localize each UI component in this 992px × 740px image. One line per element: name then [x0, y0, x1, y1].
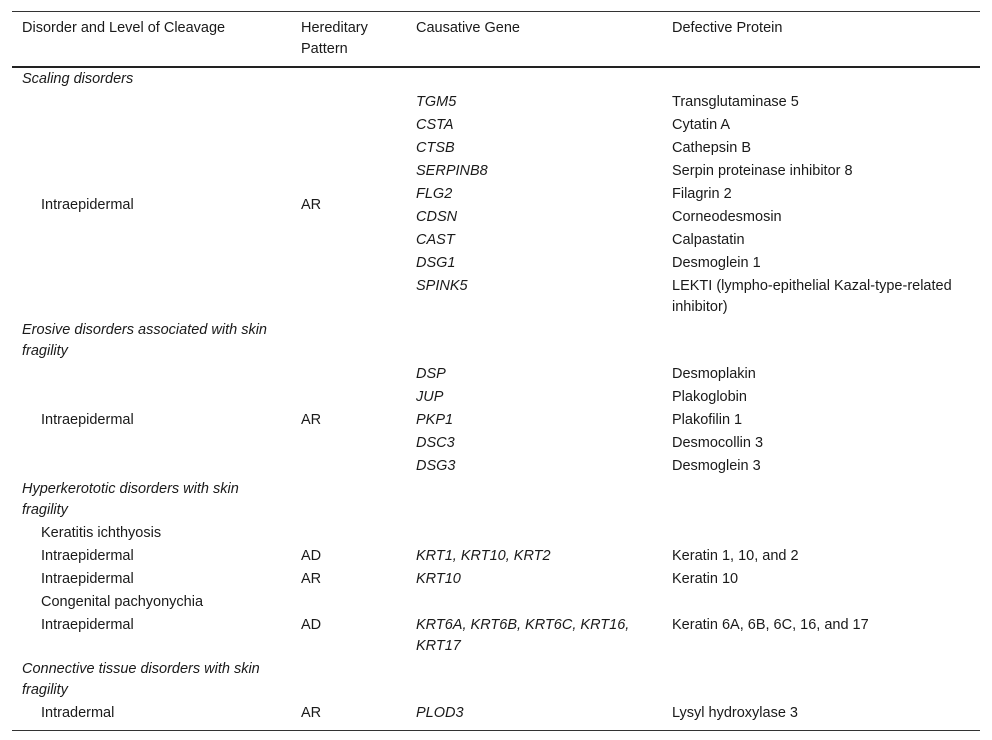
subheading-label: Congenital pachyonychia: [41, 594, 204, 610]
cleavage-level-cell: Intraepidermal: [41, 196, 134, 213]
table-row: [12, 545, 980, 568]
subheading-row: [12, 522, 980, 545]
protein-cell: Cytatin A: [672, 117, 731, 133]
section-heading-row: [12, 319, 980, 363]
cleavage-level-cell: Intraepidermal: [41, 617, 134, 633]
protein-cell: Transglutaminase 5: [672, 94, 799, 110]
protein-cell: Cathepsin B: [672, 140, 751, 156]
gene-cell: SPINK5: [416, 278, 468, 294]
section-title: Hyperkerototic disorders with skin fragility: [22, 481, 239, 518]
protein-cell: Keratin 10: [672, 571, 739, 587]
protein-cell: Desmoplakin: [672, 366, 756, 382]
gene-cell: CDSN: [416, 209, 458, 225]
gene-cell: PKP1: [416, 412, 454, 428]
hereditary-pattern-cell: AR: [301, 705, 322, 721]
gene-cell: DSP: [416, 366, 446, 382]
protein-cell: Keratin 6A, 6B, 6C, 16, and 17: [672, 617, 869, 633]
header-hereditary-pattern: Hereditary Pattern: [301, 20, 368, 57]
table-row: [12, 614, 980, 658]
section-heading-row: [12, 658, 980, 702]
header-disorder: Disorder and Level of Cleavage: [22, 20, 226, 36]
gene-cell: JUP: [416, 389, 444, 405]
gene-cell: KRT6A, KRT6B, KRT6C, KRT16, KRT17: [416, 617, 630, 654]
cleavage-level-cell: Intraepidermal: [41, 571, 134, 587]
section-heading-row: [12, 67, 980, 91]
header-row: [12, 12, 980, 68]
gene-cell: CTSB: [416, 140, 455, 156]
cleavage-level-cell: Intraepidermal: [41, 412, 134, 428]
protein-cell: Corneodesmosin: [672, 209, 782, 225]
gene-cell: DSC3: [416, 435, 455, 451]
gene-cell: CAST: [416, 232, 455, 248]
section-heading-row: [12, 478, 980, 522]
protein-cell: Desmocollin 3: [672, 435, 764, 451]
table-row: [12, 363, 980, 386]
subheading-row: [12, 591, 980, 614]
table-row: [12, 91, 980, 114]
gene-cell: KRT1, KRT10, KRT2: [416, 548, 551, 564]
section-title: Erosive disorders associated with skin fragility: [22, 322, 267, 359]
protein-cell: Desmoglein 1: [672, 255, 761, 271]
protein-cell: Filagrin 2: [672, 186, 732, 202]
hereditary-pattern-cell: AR: [301, 412, 322, 428]
hereditary-pattern-cell: AD: [301, 617, 322, 633]
protein-cell: Plakofilin 1: [672, 412, 743, 428]
gene-cell: DSG1: [416, 255, 456, 271]
hereditary-pattern-cell: AD: [301, 548, 322, 564]
protein-cell: Calpastatin: [672, 232, 745, 248]
gene-cell: FLG2: [416, 186, 453, 202]
gene-cell: TGM5: [416, 94, 457, 110]
subheading-label: Keratitis ichthyosis: [41, 525, 162, 541]
protein-cell: Serpin proteinase inhibitor 8: [672, 163, 853, 179]
gene-cell: PLOD3: [416, 705, 464, 721]
section-title: Scaling disorders: [22, 71, 134, 87]
table-row: [12, 568, 980, 591]
section-title: Connective tissue disorders with skin fragility: [22, 661, 260, 698]
table-header: [12, 12, 980, 68]
gene-cell: DSG3: [416, 458, 456, 474]
gene-cell: SERPINB8: [416, 163, 488, 179]
hereditary-pattern-cell: AR: [301, 571, 322, 587]
protein-cell: Keratin 1, 10, and 2: [672, 548, 799, 564]
cleavage-level-cell: Intradermal: [41, 705, 115, 721]
table-body: [12, 67, 980, 731]
hereditary-pattern-cell: AR: [301, 196, 322, 213]
protein-cell: Plakoglobin: [672, 389, 747, 405]
header-defective-protein: Defective Protein: [672, 20, 783, 36]
genetic-disorders-table: [12, 11, 980, 731]
protein-cell: Lysyl hydroxylase 3: [672, 705, 798, 721]
protein-cell: LEKTI (lympho-epithelial Kazal-type-related inhibitor): [672, 278, 952, 315]
genetic-disorders-table-container: [12, 11, 980, 731]
gene-cell: KRT10: [416, 571, 461, 587]
protein-cell: Desmoglein 3: [672, 458, 761, 474]
cleavage-level-cell: Intraepidermal: [41, 548, 134, 564]
header-causative-gene: Causative Gene: [416, 20, 520, 36]
gene-cell: CSTA: [416, 117, 454, 133]
table-row: [12, 702, 980, 731]
